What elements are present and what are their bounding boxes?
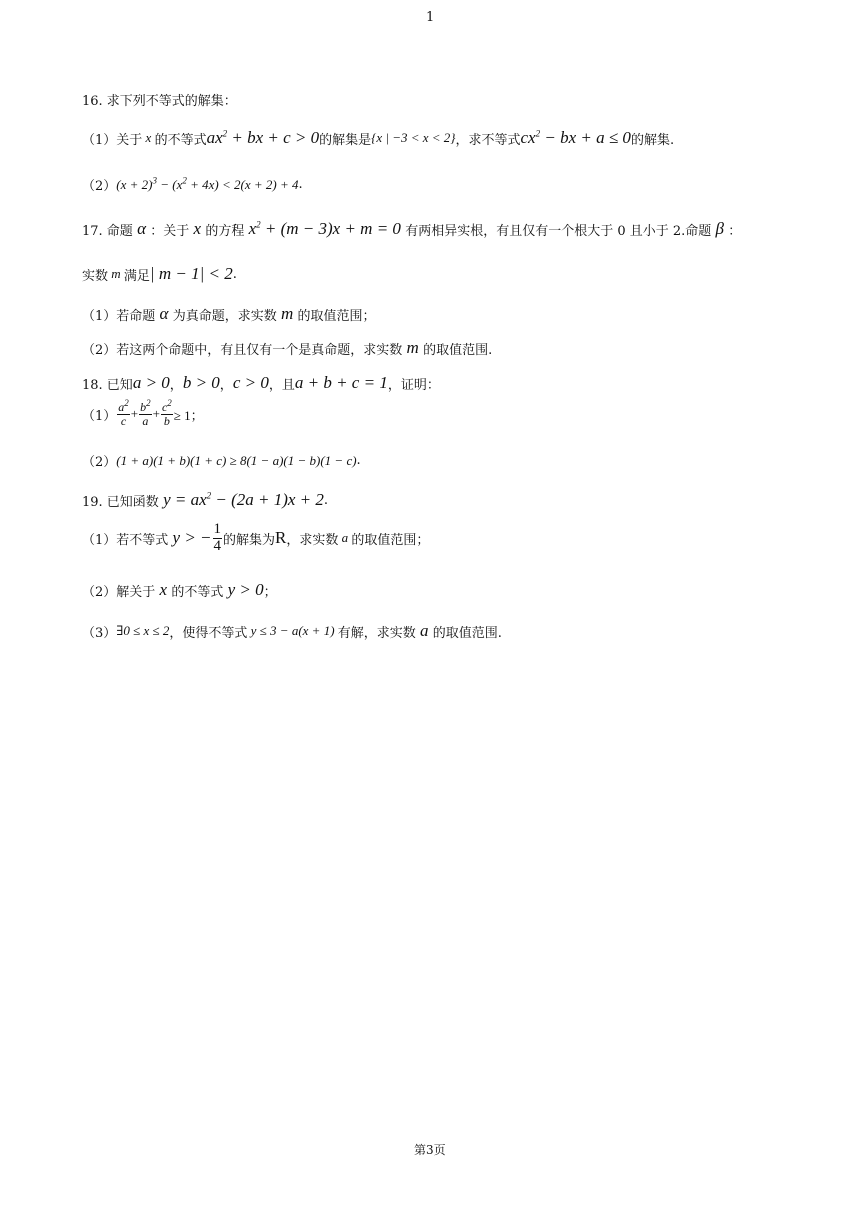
page-number: 1 [426, 10, 435, 25]
math-inequality-abc: $ax^2$ + bx + c > 0 [206, 128, 320, 147]
problem-16-title: 16. 求下列不等式的解集： [82, 94, 237, 109]
page-footer-label: 第3页 [414, 1143, 446, 1157]
problem-18-title: 18. 已知 a > 0 ， b > 0 ， c > 0 ，且 a + b + c = 1 ，证明： [82, 373, 440, 393]
problem-18-part-2: （2） (1 + a)(1 + b)(1 + c) ≥ 8(1 − a)(1 − b)(1 − c) . [82, 452, 361, 470]
problem-18-part-1: （1） $\frac{a^2}{c}$ + $\frac{b^2}{a}$ + $\frac{c^2}{b}$ ≥ 1； [82, 398, 204, 428]
problem-19-part-2: （2）解关于 x 的不等式 y > 0 ； [82, 580, 277, 600]
problem-19-part-1: （1）若不等式 y > − $\frac{1}{4}$ 的解集为 R ，求实数 a 的取值范围； [82, 521, 430, 554]
problem-17-part-2: （2）若这两个命题中，有且仅有一个是真命题，求实数 m 的取值范围. [82, 338, 493, 358]
problem-19-title: 19. 已知函数 $y = ax^2 - (2a + 1)x + 2$ . [82, 490, 329, 510]
problem-16-part-1: （1）关于 x 的不等式 $ax^2$ + bx + c > 0 的解集是 {x | −3 < x < 2} ，求不等式 $cx^2$ − bx + a ≤ 0 的解集. [82, 128, 675, 148]
problem-16-part-2: （2） $(x + 2)^3 - (x^2 + 4x) < 2(x + 2) + 4$ . [82, 175, 303, 194]
problem-17-title: 17. 命题 α ：关于 x 的方程 $x^2 + (m - 3)x + m = 0$ 有两相异实根，有且仅有一个根大于 0 且小于 2.命题 β ： [82, 219, 742, 239]
problem-19-part-3: （3） ∃0 ≤ x ≤ 2 ，使得不等式 y ≤ 3 − a(x + 1) 有解，求实数 a 的取值范围. [82, 621, 502, 641]
problem-17-part-1: （1）若命题 α 为真命题，求实数 m 的取值范围； [82, 304, 376, 324]
problem-17-line-2: 实数 m 满足 | m − 1| < 2 . [82, 264, 237, 284]
math-inequality-cba: $cx^2$ − bx + a ≤ 0 [520, 128, 631, 147]
